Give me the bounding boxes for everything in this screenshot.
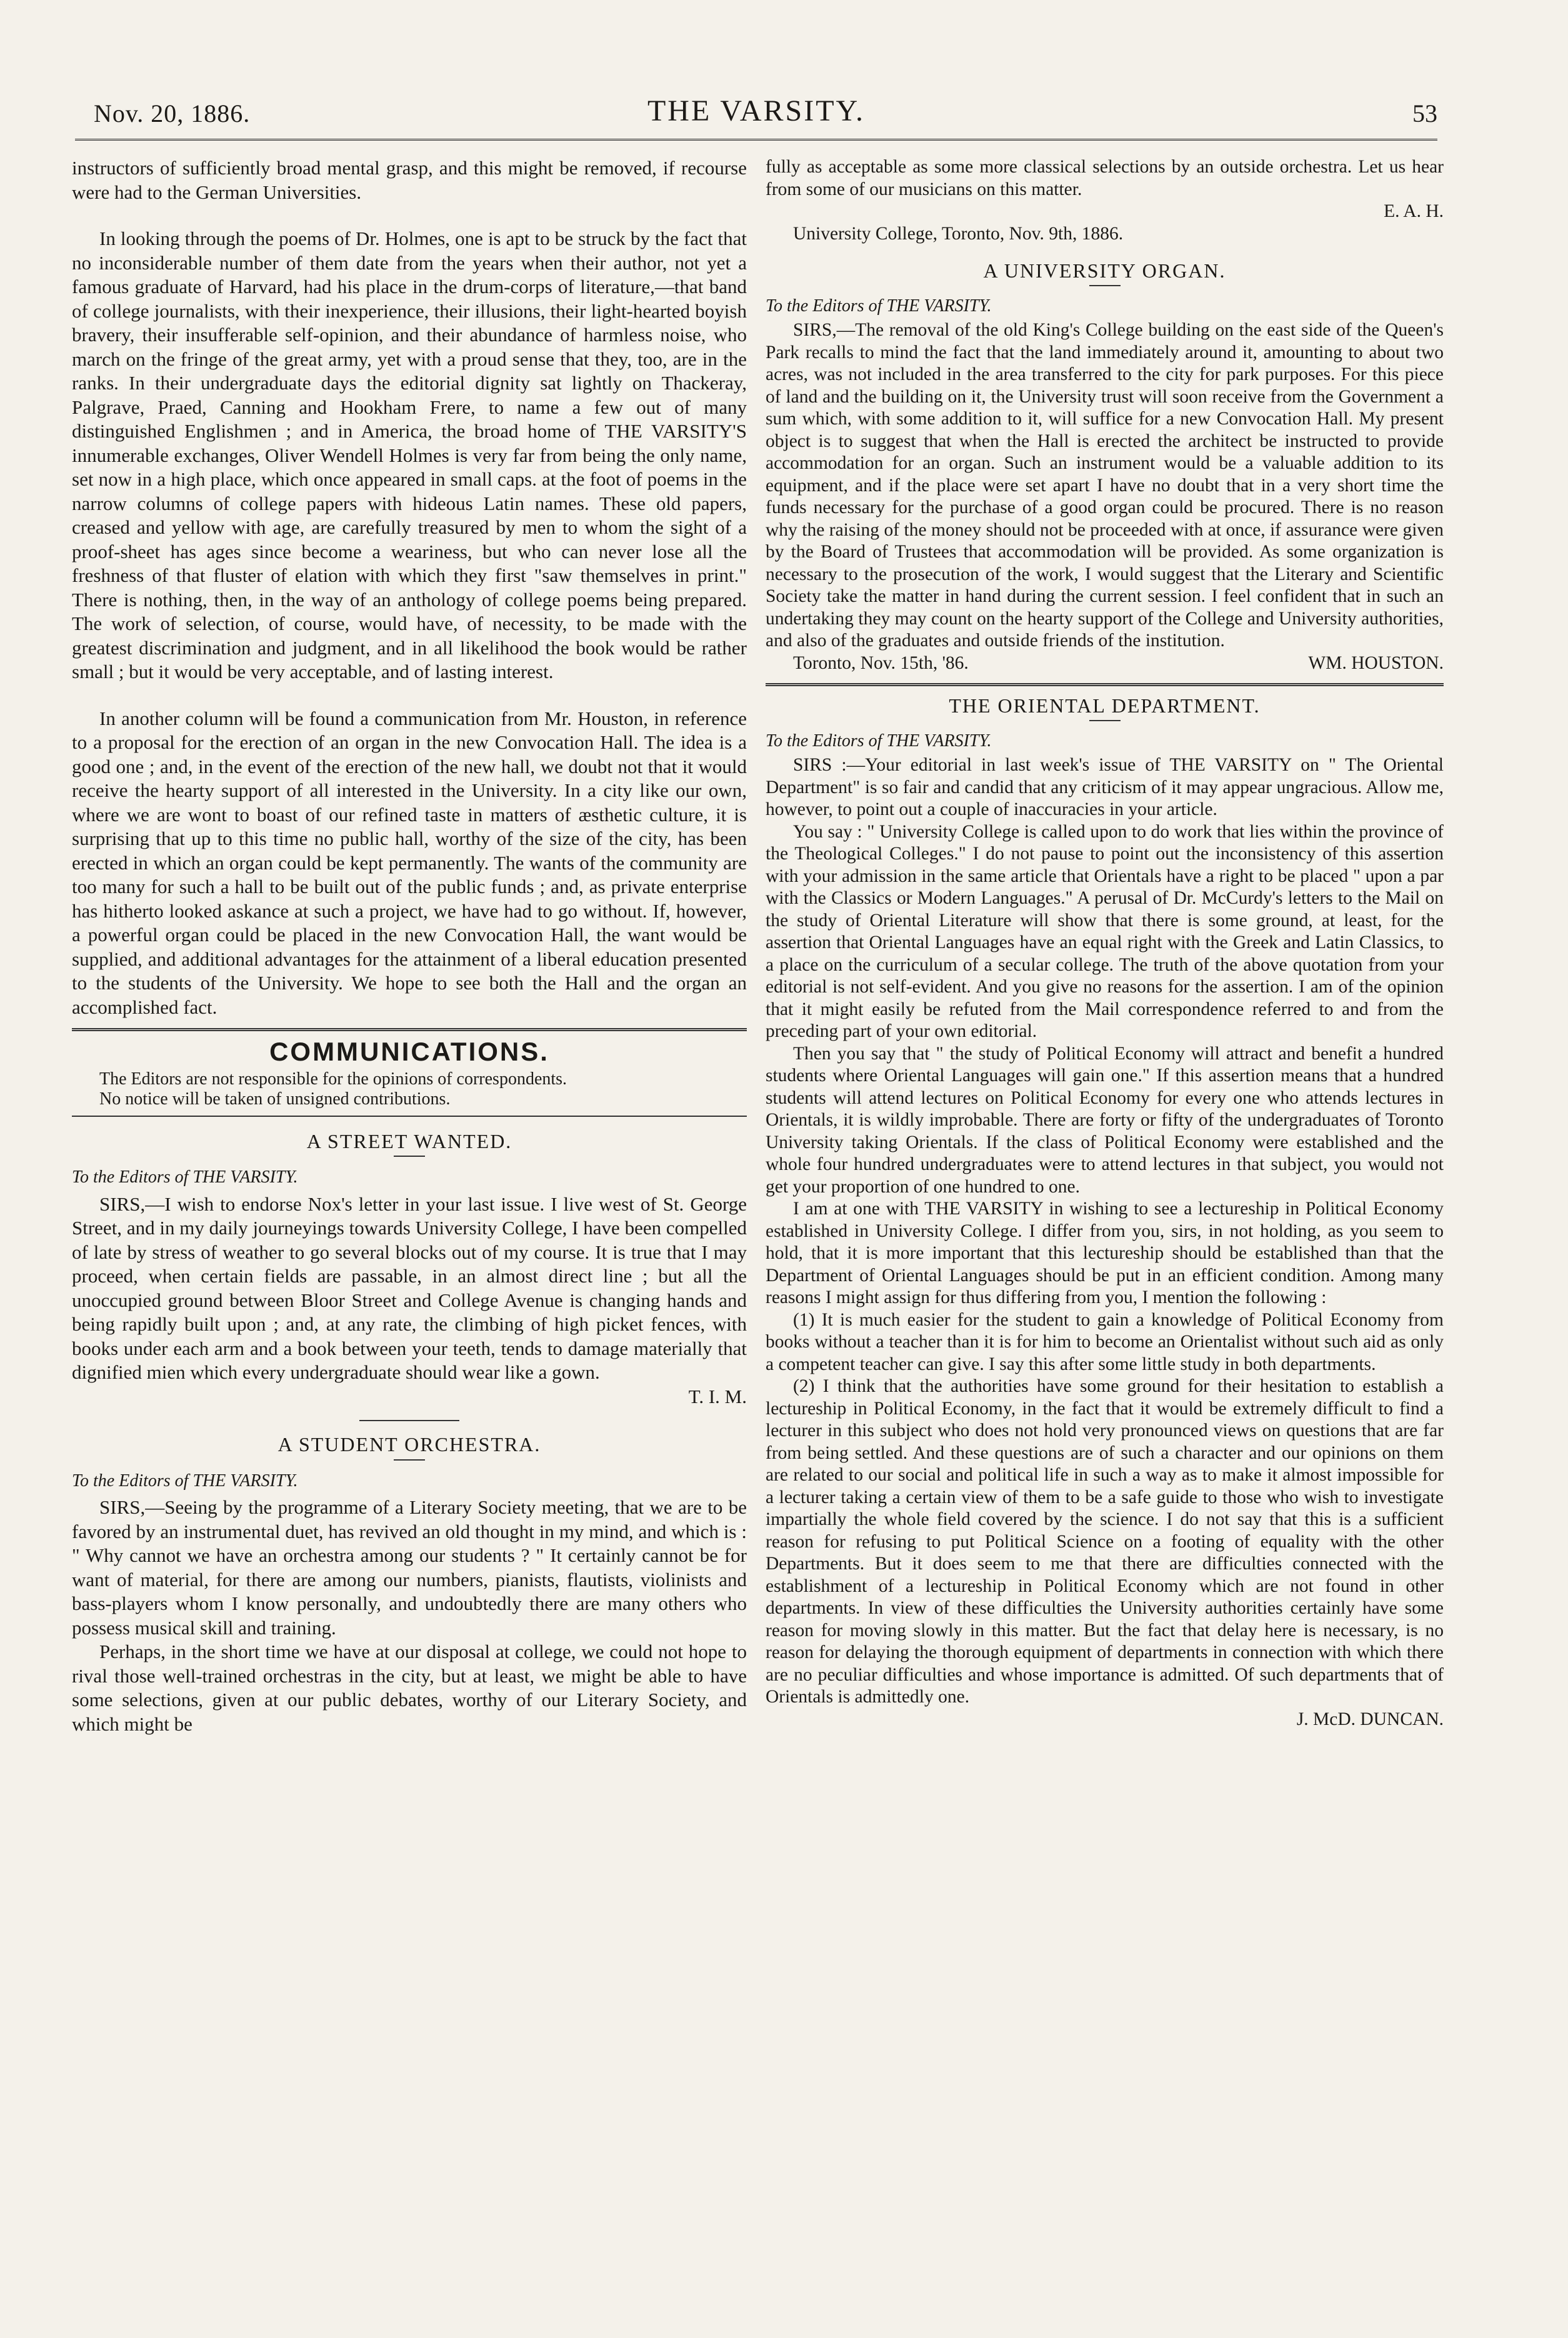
title-rule [394,1459,425,1461]
letter-body: (1) It is much easier for the student to gain a knowledge of Political Economy from books without a teacher than it is for him to become an Orientalist without such aid as only a competent teacher can give. I say this after some little study in both departments. [766,1309,1444,1374]
title-rule [1089,285,1121,286]
right-column [766,156,1444,1731]
letter-body: I am at one with THE VARSITY in wishing to see a lectureship in Political Economy established in University College. I differ from you, sirs, in not holding, as you seem to hold, that it is more important that this lectureship should be established than that the Department of Oriental Languages should be put in an efficient condition. Among many reasons I might assign for thus differing from you, I mention the following : [766,1199,1444,1307]
letter-title: A UNIVERSITY ORGAN. [983,259,1226,282]
editors-notice: The Editors are not responsible for the opinions of correspondents. [99,1069,567,1089]
letter-signature: E. A. H. [1384,201,1444,221]
letter-body: SIRS :—Your editorial in last week's issue of THE VARSITY on " The Oriental Department" is so fair and candid that any criticism of it may appear ungracious. Allow me, however, to point out a couple of inaccuracies in your article. [766,755,1444,819]
communications-heading: COMMUNICATIONS. [269,1037,549,1066]
letter-salutation: To the Editors of THE VARSITY. [766,731,992,751]
title-rule [394,1156,425,1157]
letter-body: Then you say that " the study of Political Economy will attract and benefit a hundred students where Oriental Languages will gain one." If this assertion means that a hundred students will attend lectures on Political Economy for every one who attends lectures in Orientals, it is wildly improbable. There are forty or fifty of the undergraduates of Toronto University taking Orientals. If the class of Political Economy were established and the whole four hundred undergraduates were to attend lectures in that subject, you would not get your proportion of one hundred to one. [766,1043,1444,1197]
editors-notice: No notice will be taken of unsigned contributions. [99,1089,451,1109]
section-divider [766,683,1444,686]
letter-divider [359,1420,459,1421]
page-number: 53 [1412,99,1437,127]
notice-divider [72,1116,747,1117]
letter-body: Perhaps, in the short time we have at our disposal at college, we could not hope to rival those well-trained orchestras in the city, but at least, we might be able to have some selections, given at our public debates, worthy of our Literary Society, and which might be [72,1641,747,1735]
letter-body: SIRS,—I wish to endorse Nox's letter in your last issue. I live west of St. George Street, and in my daily journeyings towards University College, I have been compelled of late by stress of weather to go several blocks out of my course. It is true that I may proceed, when certain fields are passable, in an almost direct line ; but all the unoccupied ground between Bloor Street and College Avenue is changing hands and being rapidly built upon ; and, at any rate, the climbing of high picket fences, with books under each arm and a book between your teeth, tends to damage materially that dignified mien which every undergraduate should wear like a gown. [72,1192,747,1383]
section-divider [72,1028,747,1031]
letter-dateline: Toronto, Nov. 15th, '86. [793,652,969,673]
editorial-paragraph: In looking through the poems of Dr. Holmes, one is apt to be struck by the fact that no inconsiderable number of them date from the years when their author, not yet a famous graduate of Harvard, had his place in the drum-corps of literature,—that band of college journalists, with their inexperience, their illusions, their light-hearted boyish bravery, their insufferable self-opinion, and their abundance of harmless noise, who march on the fringe of the great army, yet with a proud sense that they, too, are in the ranks. In their undergraduate days the editorial dignity sat lightly on Thackeray, Palgrave, Praed, Canning and Hookham Frere, to name a few out of many distinguished Englishmen ; and in America, the broad home of THE VARSITY'S innumerable exchanges, Oliver Wendell Holmes is very far from being the only name, set now in a high place, which once appeared in small caps. at the foot of poems in the narrow columns of college papers with hideous Latin names. These old papers, creased and yellow with age, are carefully treasured by men to whom the sight of a proof-sheet has ages since become a weariness, but who can never lose all the freshness of that fluster of elation with which they first "saw themselves in print." There is nothing, then, in the way of an anthology of college poems being prepared. The work of selection, of course, would have, of necessity, to be made with the greatest discrimination and judgment, and in all likelihood the book would be rather small ; but it would be very acceptable, and of lasting interest. [72,227,747,682]
letter-dateline: University College, Toronto, Nov. 9th, 1886. [793,223,1124,244]
page-header [75,94,1437,137]
left-column [72,156,747,1736]
title-rule [1089,720,1121,721]
letter-salutation: To the Editors of THE VARSITY. [766,296,992,316]
letter-title: A STUDENT ORCHESTRA. [277,1433,541,1456]
letter-body: fully as acceptable as some more classical selections by an outside orchestra. Let us hear from some of our musicians on this matter. [766,157,1444,199]
letter-signature: WM. HOUSTON. [1308,652,1444,673]
editorial-paragraph: instructors of sufficiently broad mental grasp, and this might be removed, if recourse were had to the German Universities. [72,157,747,203]
letter-body: SIRS,—The removal of the old King's College building on the east side of the Queen's Park recalls to mind the fact that the land immediately around it, amounting to about two acres, was not included in the area transferred to the city for park purposes. For this piece of land and the building on it, the University trust will soon receive from the Government a sum which, with some addition to it, will suffice for a new Convocation Hall. My present object is to suggest that when the Hall is erected the architect be instructed to provide accommodation for an organ. Such an instrument would be a valuable addition to its equipment, and if the place were set apart I have no doubt that in a very short time the funds necessary for the purchase of a good organ could be procured. There is no reason why the raising of the money should not be proceeded with at once, if assurance were given by the Board of Trustees that accommodation will be provided. As some organization is necessary to the prosecution of the work, I would suggest that the Literary and Scientific Society take the matter in hand during the current session. I feel confident that in such an undertaking they may count on the hearty support of the College and University authorities, and also of the graduates and outside friends of the institution. [766,320,1444,651]
letter-title: THE ORIENTAL DEPARTMENT. [949,694,1261,717]
issue-date: Nov. 20, 1886. [94,99,251,127]
letter-salutation: To the Editors of THE VARSITY. [72,1471,298,1491]
letter-signature: J. McD. DUNCAN. [1296,1709,1444,1729]
letter-title: A STREET WANTED. [306,1129,512,1152]
editorial-paragraph: In another column will be found a communication from Mr. Houston, in reference to a proposal for the erection of an organ in the new Convocation Hall. The idea is a good one ; and, in the event of the erection of the new hall, we doubt not that it would receive the hearty support of all interested in the University. In a city like our own, where we are wont to boast of our refined taste in matters of æsthetic culture, it is surprising that up to this time no public hall, worthy of the size of the city, has been erected in which an organ could be kept permanently. The wants of the community are too many for such a hall to be built out of the public funds ; and, as private enterprise has hitherto looked askance at such a project, we have had to go without. If, however, a powerful organ could be placed in the new Convocation Hall, the want would be supplied, and additional advantages for the attainment of a liberal education presented to the students of the University. We hope to see both the Hall and the organ an accomplished fact. [72,707,747,1018]
masthead-title: THE VARSITY. [647,94,866,127]
letter-body: SIRS,—Seeing by the programme of a Literary Society meeting, that we are to be favored by an instrumental duet, has revived an old thought in my mind, and which is : " Why cannot we have an orchestra among our students ? " It certainly cannot be for want of material, for there are among our numbers, pianists, flautists, violinists and bass-players whom I know personally, and undoubtedly there are many others who possess musical skill and training. [72,1496,747,1639]
letter-footer [766,652,1444,675]
letter-body: You say : " University College is called upon to do work that lies within the province of the Theological Colleges." I do not pause to point out the inconsistency of this assertion with your admission in the same article that Orientals have a right to be placed " upon a par with the Classics or Modern Languages." A perusal of Dr. McCurdy's letters to the Mail on the study of Oriental Literature will show that there is some ground, at least, for the assertion that Oriental Languages have an equal right with the Greek and Latin Classics, to a place on the curriculum of a secular college. The truth of the above quotation from your editorial is not self-evident. And you give no reasons for the assertion. I am of the opinion that it might easily be refuted from the Mail correspondence referred to and from the preceding part of your own editorial. [766,821,1444,1041]
header-rule [75,139,1437,141]
letter-salutation: To the Editors of THE VARSITY. [72,1167,298,1187]
letter-signature: T. I. M. [688,1385,747,1407]
letter-body: (2) I think that the authorities have some ground for their hesitation to establish a lectureship in Political Economy, in the fact that it would be extremely difficult to find a lecturer in this subject who does not hold very pronounced views on questions that are far from being settled. And these questions are of such a character and our opinions on them are related to our social and political life in such a way as to make it almost impossible for a lecturer taking a certain view of them to be a safe guide to those who wish to investigate impartially the whole field covered by the science. I do not say that this is a sufficient reason for refusing to put Political Science on a footing of equality with the other Departments. But it does seem to me that there are difficulties connected with the establishment of a lectureship in Political Economy which are not found in other departments. In view of these difficulties the University authorities certainly have some reason for moving slowly in this matter. But the fact that delay here is necessary, is no reason for delaying the thorough equipment of departments in connection with which there are no peculiar difficulties and whose importance is admitted. Of such departments that of Orientals is admittedly one. [766,1376,1444,1707]
